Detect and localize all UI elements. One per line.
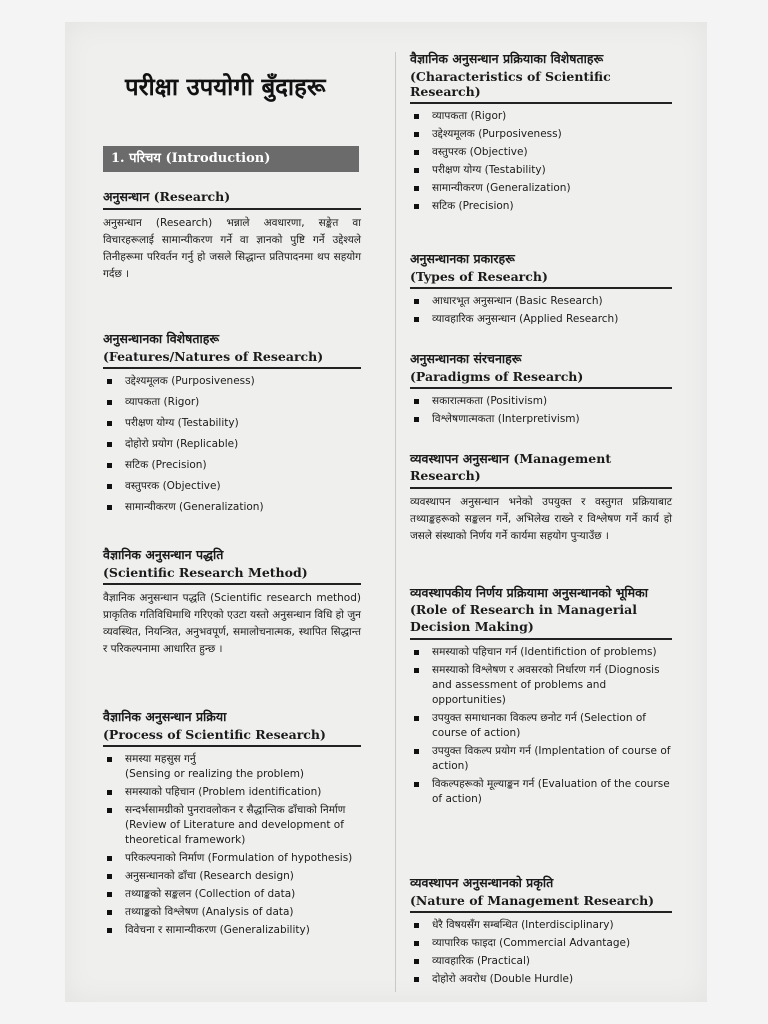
- document-page: [65, 22, 707, 1002]
- features-list: [103, 374, 361, 515]
- list-item: [103, 869, 361, 884]
- list-item: दोहोरो अवरोध (Double Hurdle): [410, 972, 672, 987]
- list-item: आधारभूत अनुसन्धान (Basic Research): [410, 294, 672, 309]
- item-english: (Research design): [199, 870, 294, 882]
- section-features: [103, 330, 361, 521]
- item-nepali: विवेचना र सामान्यीकरण: [125, 924, 217, 936]
- nature-list: [410, 918, 672, 987]
- list-item: [103, 785, 361, 800]
- item-nepali: उपयुक्त समाधानका विकल्प छनोट गर्न: [432, 712, 577, 724]
- list-item: व्यावहारिक अनुसन्धान (Applied Research): [410, 312, 672, 327]
- list-item: सामान्यीकरण (Generalization): [103, 500, 361, 515]
- item-english: (Formulation of hypothesis): [207, 852, 353, 864]
- list-item: वस्तुपरक (Objective): [103, 479, 361, 494]
- list-item: [103, 851, 361, 866]
- item-english: (Problem identification): [198, 786, 322, 798]
- types-heading-en: (Types of Research): [410, 269, 672, 289]
- list-item: विश्लेषणात्मकता (Interpretivism): [410, 412, 672, 427]
- method-heading-en: (Scientific Research Method): [103, 565, 361, 585]
- paradigms-list: [410, 394, 672, 427]
- types-heading-np: अनुसन्धानका प्रकारहरू: [410, 251, 515, 266]
- item-nepali: अनुसन्धानको ढाँचा: [125, 870, 196, 882]
- features-heading-np: अनुसन्धानका विशेषताहरू: [103, 331, 220, 346]
- item-nepali: समस्या महसुस गर्नु: [125, 753, 196, 765]
- nature-heading-en: (Nature of Management Research): [410, 893, 672, 913]
- characteristics-heading-np: वैज्ञानिक अनुसन्धान प्रक्रियाका विशेषताहरू: [410, 51, 604, 66]
- item-nepali: विकल्पहरूको मूल्याङ्कन गर्न: [432, 778, 535, 790]
- list-item: सकारात्मकता (Positivism): [410, 394, 672, 409]
- section-research: [103, 188, 361, 283]
- list-item: व्यापारिक फाइदा (Commercial Advantage): [410, 936, 672, 951]
- paradigms-heading-en: (Paradigms of Research): [410, 369, 672, 389]
- paradigms-heading-np: अनुसन्धानका संरचनाहरू: [410, 351, 522, 366]
- item-nepali: समस्याको पहिचान गर्न: [432, 646, 517, 658]
- item-english: (Review of Literature and development of theoretical framework): [125, 819, 344, 846]
- types-list: [410, 294, 672, 327]
- item-nepali: समस्याको पहिचान: [125, 786, 195, 798]
- characteristics-list: [410, 109, 672, 214]
- section-role: [410, 584, 672, 810]
- list-item: उद्देश्यमूलक (Purposiveness): [103, 374, 361, 389]
- item-english: (Generalizability): [219, 924, 310, 936]
- item-english: (Implentation of course of action): [432, 745, 671, 772]
- list-item: [103, 905, 361, 920]
- list-item: व्यापकता (Rigor): [103, 395, 361, 410]
- management-paragraph: व्यवस्थापन अनुसन्धान भनेको उपयुक्त र वस्तुगत प्रक्रियाबाट तथ्याङ्कहरूको सङ्कलन गर्ने, अभिलेख राख्ने र विश्लेषण गर्ने कार्य हो जसले संस्थाको निर्णय गर्ने कार्यमा सहयोग पुऱ्याउँछ ।: [410, 496, 672, 542]
- item-english: (Analysis of data): [201, 906, 294, 918]
- list-item: सामान्यीकरण (Generalization): [410, 181, 672, 196]
- list-item: [410, 645, 672, 660]
- item-nepali: उपयुक्त विकल्प प्रयोग गर्न: [432, 745, 531, 757]
- list-item: [103, 923, 361, 938]
- item-nepali: तथ्याङ्कको सङ्कलन: [125, 888, 192, 900]
- research-heading: अनुसन्धान (Research): [103, 188, 361, 210]
- section-management: [410, 450, 672, 545]
- page-title: परीक्षा उपयोगी बुँदाहरू: [125, 72, 326, 101]
- item-nepali: समस्याको विश्लेषण र अवसरको निर्धारण गर्न: [432, 664, 602, 676]
- item-english: (Diognosis and assessment of problems and opportunities): [432, 664, 660, 706]
- item-english: (Collection of data): [194, 888, 296, 900]
- features-heading-en: (Features/Natures of Research): [103, 349, 361, 369]
- list-item: सटिक (Precision): [410, 199, 672, 214]
- list-item: वस्तुपरक (Objective): [410, 145, 672, 160]
- section-paradigms: [410, 350, 672, 430]
- list-item: [103, 803, 361, 848]
- list-item: उद्देश्यमूलक (Purposiveness): [410, 127, 672, 142]
- section-characteristics: [410, 50, 672, 217]
- research-paragraph: अनुसन्धान (Research) भन्नाले अवधारणा, सङ्केत वा विचारहरूलाई सामान्यीकरण गर्ने वा ज्ञानको पुष्टि गर्ने उद्देश्यले तिनीहरूमा परिवर्तन गर्नु हो जसले सिद्धान्त प्रतिपादनमा थप सहयोग गर्दछ ।: [103, 217, 361, 280]
- column-divider: [395, 52, 396, 992]
- list-item: [410, 777, 672, 807]
- list-item: [410, 663, 672, 708]
- list-item: व्यावहारिक (Practical): [410, 954, 672, 969]
- process-heading-en: (Process of Scientific Research): [103, 727, 361, 747]
- section-nature: [410, 874, 672, 990]
- item-english: (Selection of course of action): [432, 712, 646, 739]
- list-item: परीक्षण योग्य (Testability): [410, 163, 672, 178]
- method-heading-np: वैज्ञानिक अनुसन्धान पद्धति: [103, 547, 224, 562]
- section-method: [103, 546, 361, 658]
- section-process: [103, 708, 361, 941]
- list-item: सटिक (Precision): [103, 458, 361, 473]
- list-item: दोहोरो प्रयोग (Replicable): [103, 437, 361, 452]
- role-heading: व्यवस्थापकीय निर्णय प्रक्रियामा अनुसन्धानको भूमिका (Role of Research in Managerial Decision Making): [410, 584, 672, 640]
- section-types: [410, 250, 672, 330]
- item-english: (Evaluation of the course of action): [432, 778, 670, 805]
- chapter-heading: 1. परिचय (Introduction): [103, 146, 359, 172]
- method-paragraph: वैज्ञानिक अनुसन्धान पद्धति (Scientific research method) प्राकृतिक गतिविधिमाथि गरिएको एउटा यस्तो अनुसन्धान विधि हो जुन व्यवस्थित, नियन्त्रित, अनुभवपूर्ण, समालोचनात्मक, स्थापित सिद्धान्त र परिकल्पनामा आधारित हुन्छ ।: [103, 592, 361, 655]
- item-english: (Sensing or realizing the problem): [125, 768, 305, 780]
- process-heading-np: वैज्ञानिक अनुसन्धान प्रक्रिया: [103, 709, 227, 724]
- item-english: (Identifiction of problems): [520, 646, 657, 658]
- nature-heading-np: व्यवस्थापन अनुसन्धानको प्रकृति: [410, 875, 554, 890]
- list-item: धेरै विषयसँग सम्बन्धित (Interdisciplinary): [410, 918, 672, 933]
- item-nepali: परिकल्पनाको निर्माण: [125, 852, 205, 864]
- item-nepali: तथ्याङ्कको विश्लेषण: [125, 906, 199, 918]
- list-item: [410, 744, 672, 774]
- list-item: परीक्षण योग्य (Testability): [103, 416, 361, 431]
- management-heading: व्यवस्थापन अनुसन्धान (Management Research): [410, 450, 672, 489]
- process-list: [103, 752, 361, 938]
- list-item: [103, 887, 361, 902]
- item-nepali: सन्दर्भसामग्रीको पुनरावलोकन र सैद्धान्तिक ढाँचाको निर्माण: [125, 804, 346, 816]
- list-item: [410, 711, 672, 741]
- characteristics-heading-en: (Characteristics of Scientific Research): [410, 69, 672, 104]
- list-item: व्यापकता (Rigor): [410, 109, 672, 124]
- list-item: [103, 752, 361, 782]
- role-list: [410, 645, 672, 807]
